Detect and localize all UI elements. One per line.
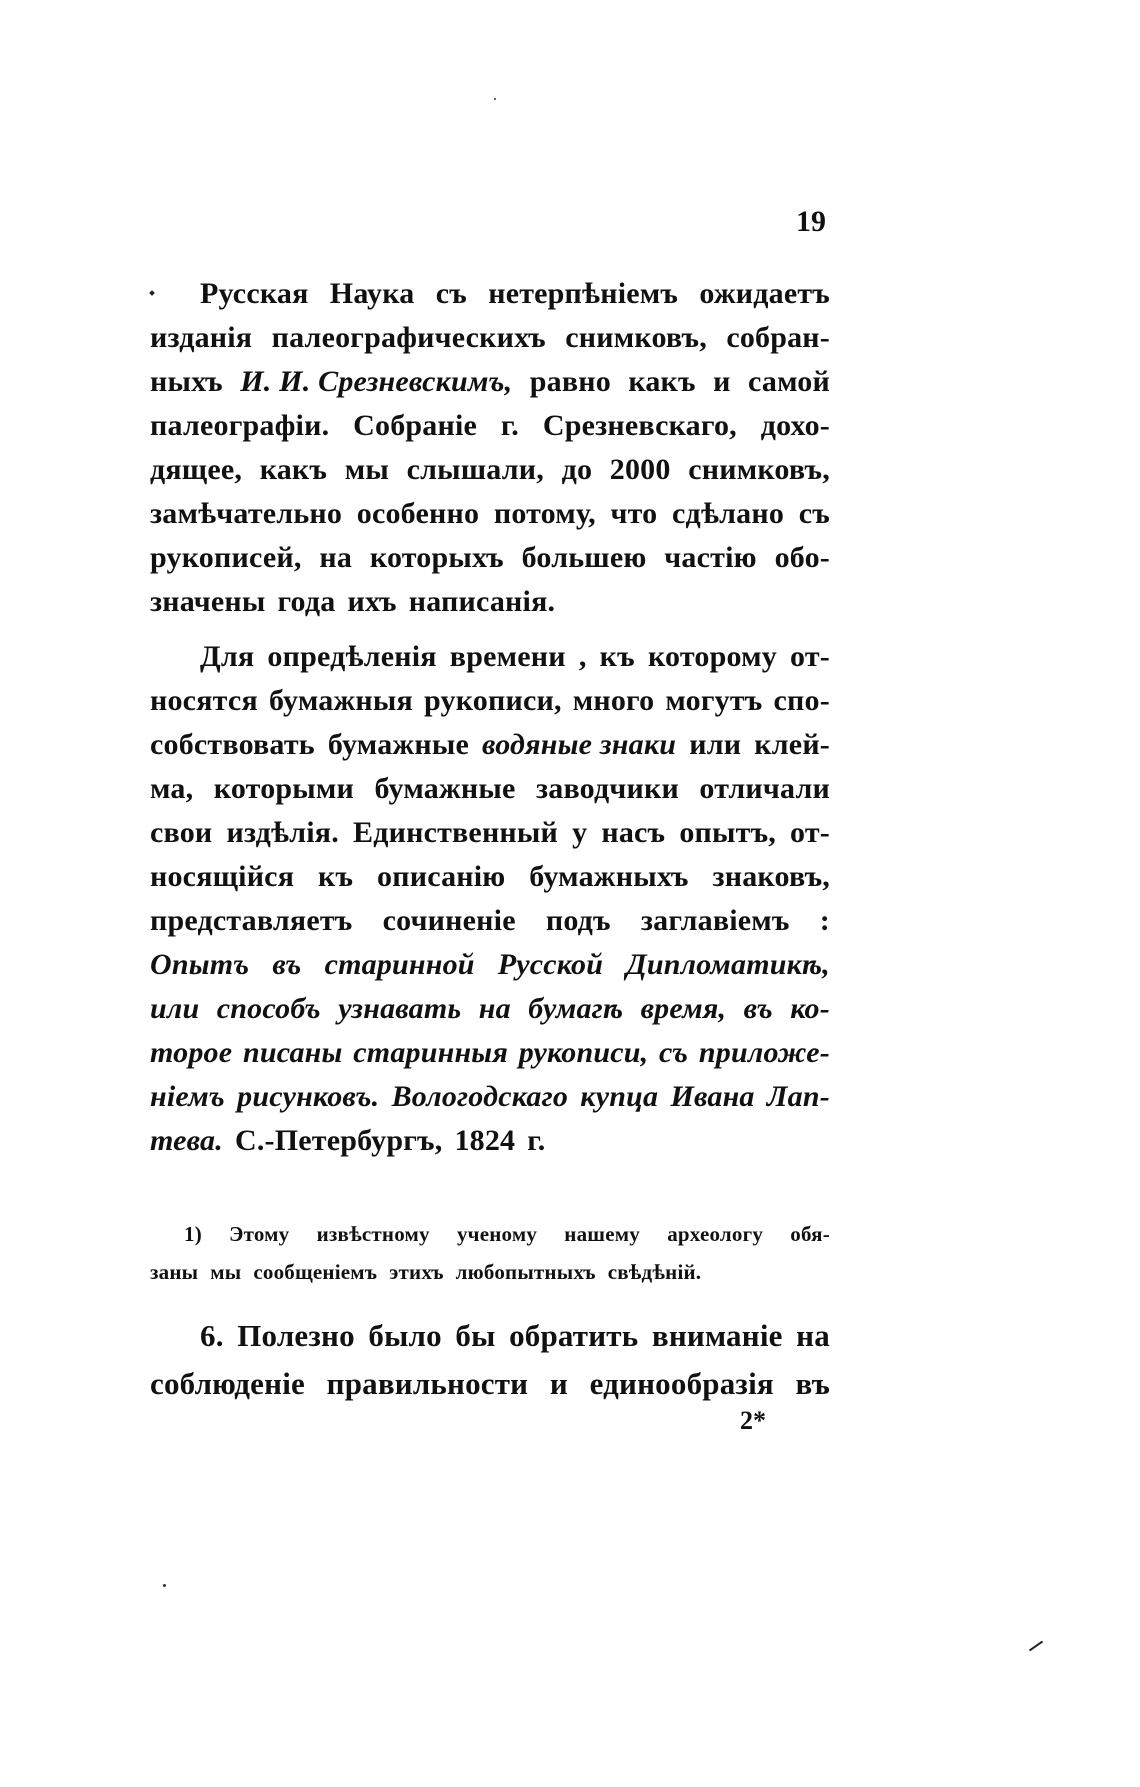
paragraph-3: [150, 1312, 830, 1408]
text-line: ма, которыми бумажные заводчики отличали: [150, 772, 830, 805]
paragraph-2: [150, 635, 830, 1163]
footnote: [150, 1215, 830, 1291]
signature-mark: 2*: [740, 1406, 766, 1435]
text-line: Русская Наука съ нетерпѣніемъ ожидаетъ: [200, 277, 830, 310]
text-line: представляетъ сочиненіе подъ заглавіемъ :: [150, 904, 830, 937]
text-line: носятся бумажныя рукописи, много могутъ спо-: [150, 684, 830, 717]
text-line: изданія палеографическихъ снимковъ, собран-: [150, 321, 830, 354]
text-line: дящее, какъ мы слышали, до 2000 снимковъ,: [150, 453, 830, 486]
author-name: И. И. Срезневскимъ,: [240, 365, 513, 398]
text-line: носящійся къ описанію бумажныхъ знаковъ,: [150, 860, 830, 893]
text-line: 6. Полезно было бы обратить вниманіе на: [150, 1312, 830, 1360]
ink-mark: [1029, 1641, 1043, 1652]
text-line: рукописей, на которыхъ большею частію обо-: [150, 541, 830, 574]
book-title-line: или способъ узнавать на бумагѣ время, въ ко-: [150, 992, 830, 1025]
book-title-line: Опытъ въ старинной Русской Дипломатикѣ,: [150, 948, 830, 981]
paper-speck: [494, 98, 496, 100]
footnote-line: 1) Этому извѣстному ученому нашему археологу обя-: [184, 1222, 830, 1246]
text-line: соблюденіе правильности и единообразія въ: [150, 1366, 830, 1401]
page-number: 19: [796, 205, 826, 238]
footnote-line: заны мы сообщеніемъ этихъ любопытныхъ свѣдѣній.: [150, 1260, 702, 1284]
text-line: собствовать бумажные водяные знаки или клей-: [150, 723, 830, 767]
text-line: Для опредѣленія времени , къ которому от-: [200, 640, 830, 673]
text-line: тева. С.-Петербургъ, 1824 г.: [150, 1124, 546, 1157]
text-line: свои издѣлія. Единственный у насъ опытъ, от-: [150, 816, 830, 849]
text-line: палеографіи. Собраніе г. Срезневскаго, дохо-: [150, 409, 830, 442]
book-title-line: торое писаны старинныя рукописи, съ приложе-: [150, 1036, 830, 1069]
italic-term: водяные знаки: [482, 728, 677, 761]
text-line: значены года ихъ написанія.: [150, 585, 556, 618]
paragraph-1: [150, 272, 830, 624]
paper-speck: [163, 1584, 166, 1587]
text-line: ныхъ И. И. Срезневскимъ, равно какъ и самой: [150, 360, 830, 404]
section-number: 6.: [200, 1318, 224, 1353]
text-line: замѣчательно особенно потому, что сдѣлано съ: [150, 497, 830, 530]
book-title-line: ніемъ рисунковъ. Вологодскаго купца Ивана Лап-: [150, 1080, 830, 1113]
